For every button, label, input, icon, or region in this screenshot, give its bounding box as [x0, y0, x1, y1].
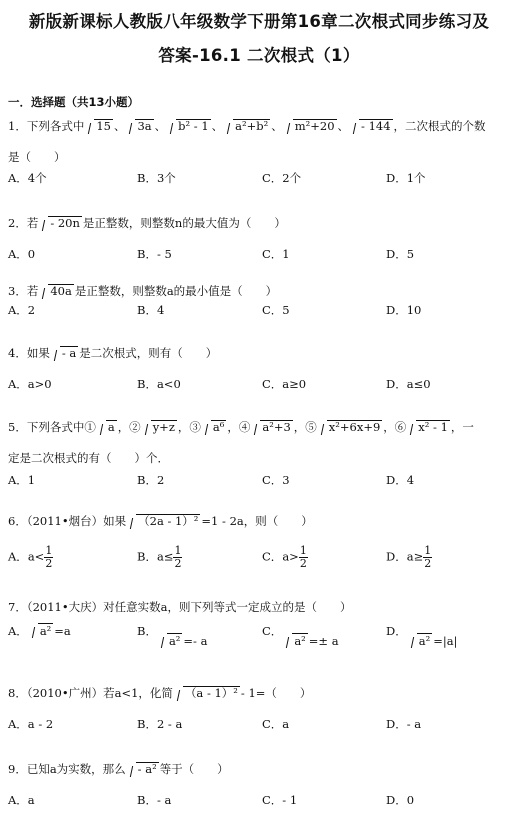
q1-option-d: D．1个 [386, 171, 426, 185]
fraction: $\frac{1}{2}$ [45, 544, 53, 571]
q7-option-c: C．a² =± a [262, 624, 339, 648]
radical: - 144 [350, 119, 393, 134]
question-5-stem-line2: 定是二次根式的有（ ）个． [8, 451, 169, 465]
q5-option-c: C．3 [262, 473, 290, 487]
q5-option-b: B．2 [137, 473, 165, 487]
radical: - a [51, 346, 78, 361]
q6-option-a: A．a< $\frac{1}{2}$ [8, 544, 53, 571]
q1-option-c: C．2个 [262, 171, 302, 185]
question-9-stem: 9．已知a为实数，那么 - a² 等于（ ） [8, 762, 229, 776]
q9-option-a: A．a [8, 793, 35, 807]
radical: - a² [127, 762, 159, 777]
q8-option-b: B．2 - a [137, 717, 183, 731]
radical: 40a [39, 284, 74, 299]
q8-option-c: C．a [262, 717, 290, 731]
q7-option-b: B．a² =- a [137, 624, 208, 648]
q9-option-d: D．0 [386, 793, 415, 807]
q9-option-c: C．- 1 [262, 793, 298, 807]
q4-option-c: C．a≥0 [262, 377, 307, 391]
q5-option-d: D．4 [386, 473, 415, 487]
radical: y+z [142, 420, 177, 435]
q1-option-b: B．3个 [137, 171, 176, 185]
q3-option-b: B．4 [137, 303, 165, 317]
q2-option-d: D．5 [386, 247, 415, 261]
radical: b² - 1 [167, 119, 211, 134]
q6-option-b: B．a≤ $\frac{1}{2}$ [137, 544, 182, 571]
document-title-line1: 新版新课标人教版八年级数学下册第16章二次根式同步练习及 [28, 12, 490, 31]
q2-option-c: C．1 [262, 247, 290, 261]
radical: 15 [85, 119, 113, 134]
radical: a² [158, 633, 182, 648]
radical: a²+3 [251, 420, 292, 435]
radical: a² [29, 623, 53, 638]
radical: a² [408, 633, 432, 648]
radical: a⁶ [202, 420, 226, 435]
fraction: $\frac{1}{2}$ [174, 544, 182, 571]
q4-option-b: B．a<0 [137, 377, 181, 391]
radical: a [97, 420, 117, 435]
radical: a²+b² [224, 119, 270, 134]
radical: m²+20 [284, 119, 337, 134]
q3-option-c: C．5 [262, 303, 290, 317]
q6-option-c: C．a> $\frac{1}{2}$ [262, 544, 307, 571]
question-4-stem: 4．如果 - a 是二次根式，则有（ ） [8, 346, 218, 360]
radical: x²+6x+9 [318, 420, 383, 435]
q8-option-a: A．a - 2 [8, 717, 54, 731]
question-6-stem: 6．（2011•烟台）如果 （2a - 1）² =1 - 2a，则（ ） [8, 514, 313, 528]
q4-option-a: A．a>0 [8, 377, 52, 391]
radical: 3a [126, 119, 153, 134]
radical: a² [283, 633, 307, 648]
section-heading: 一．选择题（共13小题） [8, 95, 140, 109]
fraction: $\frac{1}{2}$ [424, 544, 432, 571]
question-7-stem: 7．（2011•大庆）对任意实数a，则下列等式一定成立的是（ ） [8, 600, 352, 614]
q3-option-d: D．10 [386, 303, 422, 317]
q2-option-a: A．0 [8, 247, 36, 261]
q5-option-a: A．1 [8, 473, 36, 487]
q8-option-d: D．- a [386, 717, 422, 731]
q4-option-d: D．a≤0 [386, 377, 431, 391]
radical: （2a - 1）² [127, 514, 200, 529]
q6-option-d: D．a≥ $\frac{1}{2}$ [386, 544, 432, 571]
q7-option-a: A． a² =a [8, 624, 71, 638]
q9-option-b: B．- a [137, 793, 172, 807]
radical: x² - 1 [407, 420, 450, 435]
question-3-stem: 3．若 40a 是正整数，则整数a的最小值是（ ） [8, 284, 278, 298]
question-5-stem: 5．下列各式中① a ，② y+z ，③ a⁶ ，④ a²+3 ，⑤ x²+6x+9 ，⑥ x² - 1 ，一 [8, 420, 474, 434]
document-title-line2: 答案-16.1 二次根式（1） [158, 46, 360, 65]
question-8-stem: 8．（2010•广州）若a<1，化简 （a - 1）² - 1=（ ） [8, 686, 312, 700]
radical: （a - 1）² [174, 686, 240, 701]
question-1-stem-line2: 是（ ） [8, 150, 66, 164]
question-2-stem: 2．若 - 20n 是正整数，则整数n的最大值为（ ） [8, 216, 286, 230]
q1-option-a: A．4个 [8, 171, 47, 185]
radical: - 20n [39, 216, 82, 231]
q7-option-d: D．a² =|a| [386, 624, 458, 648]
q3-option-a: A．2 [8, 303, 36, 317]
fraction: $\frac{1}{2}$ [299, 544, 307, 571]
q2-option-b: B．- 5 [137, 247, 172, 261]
question-1-stem: 1．下列各式中 15 、 3a 、 b² - 1 、 a²+b² 、 m²+20 、 - 144 ，二次根式的个数 [8, 119, 486, 133]
